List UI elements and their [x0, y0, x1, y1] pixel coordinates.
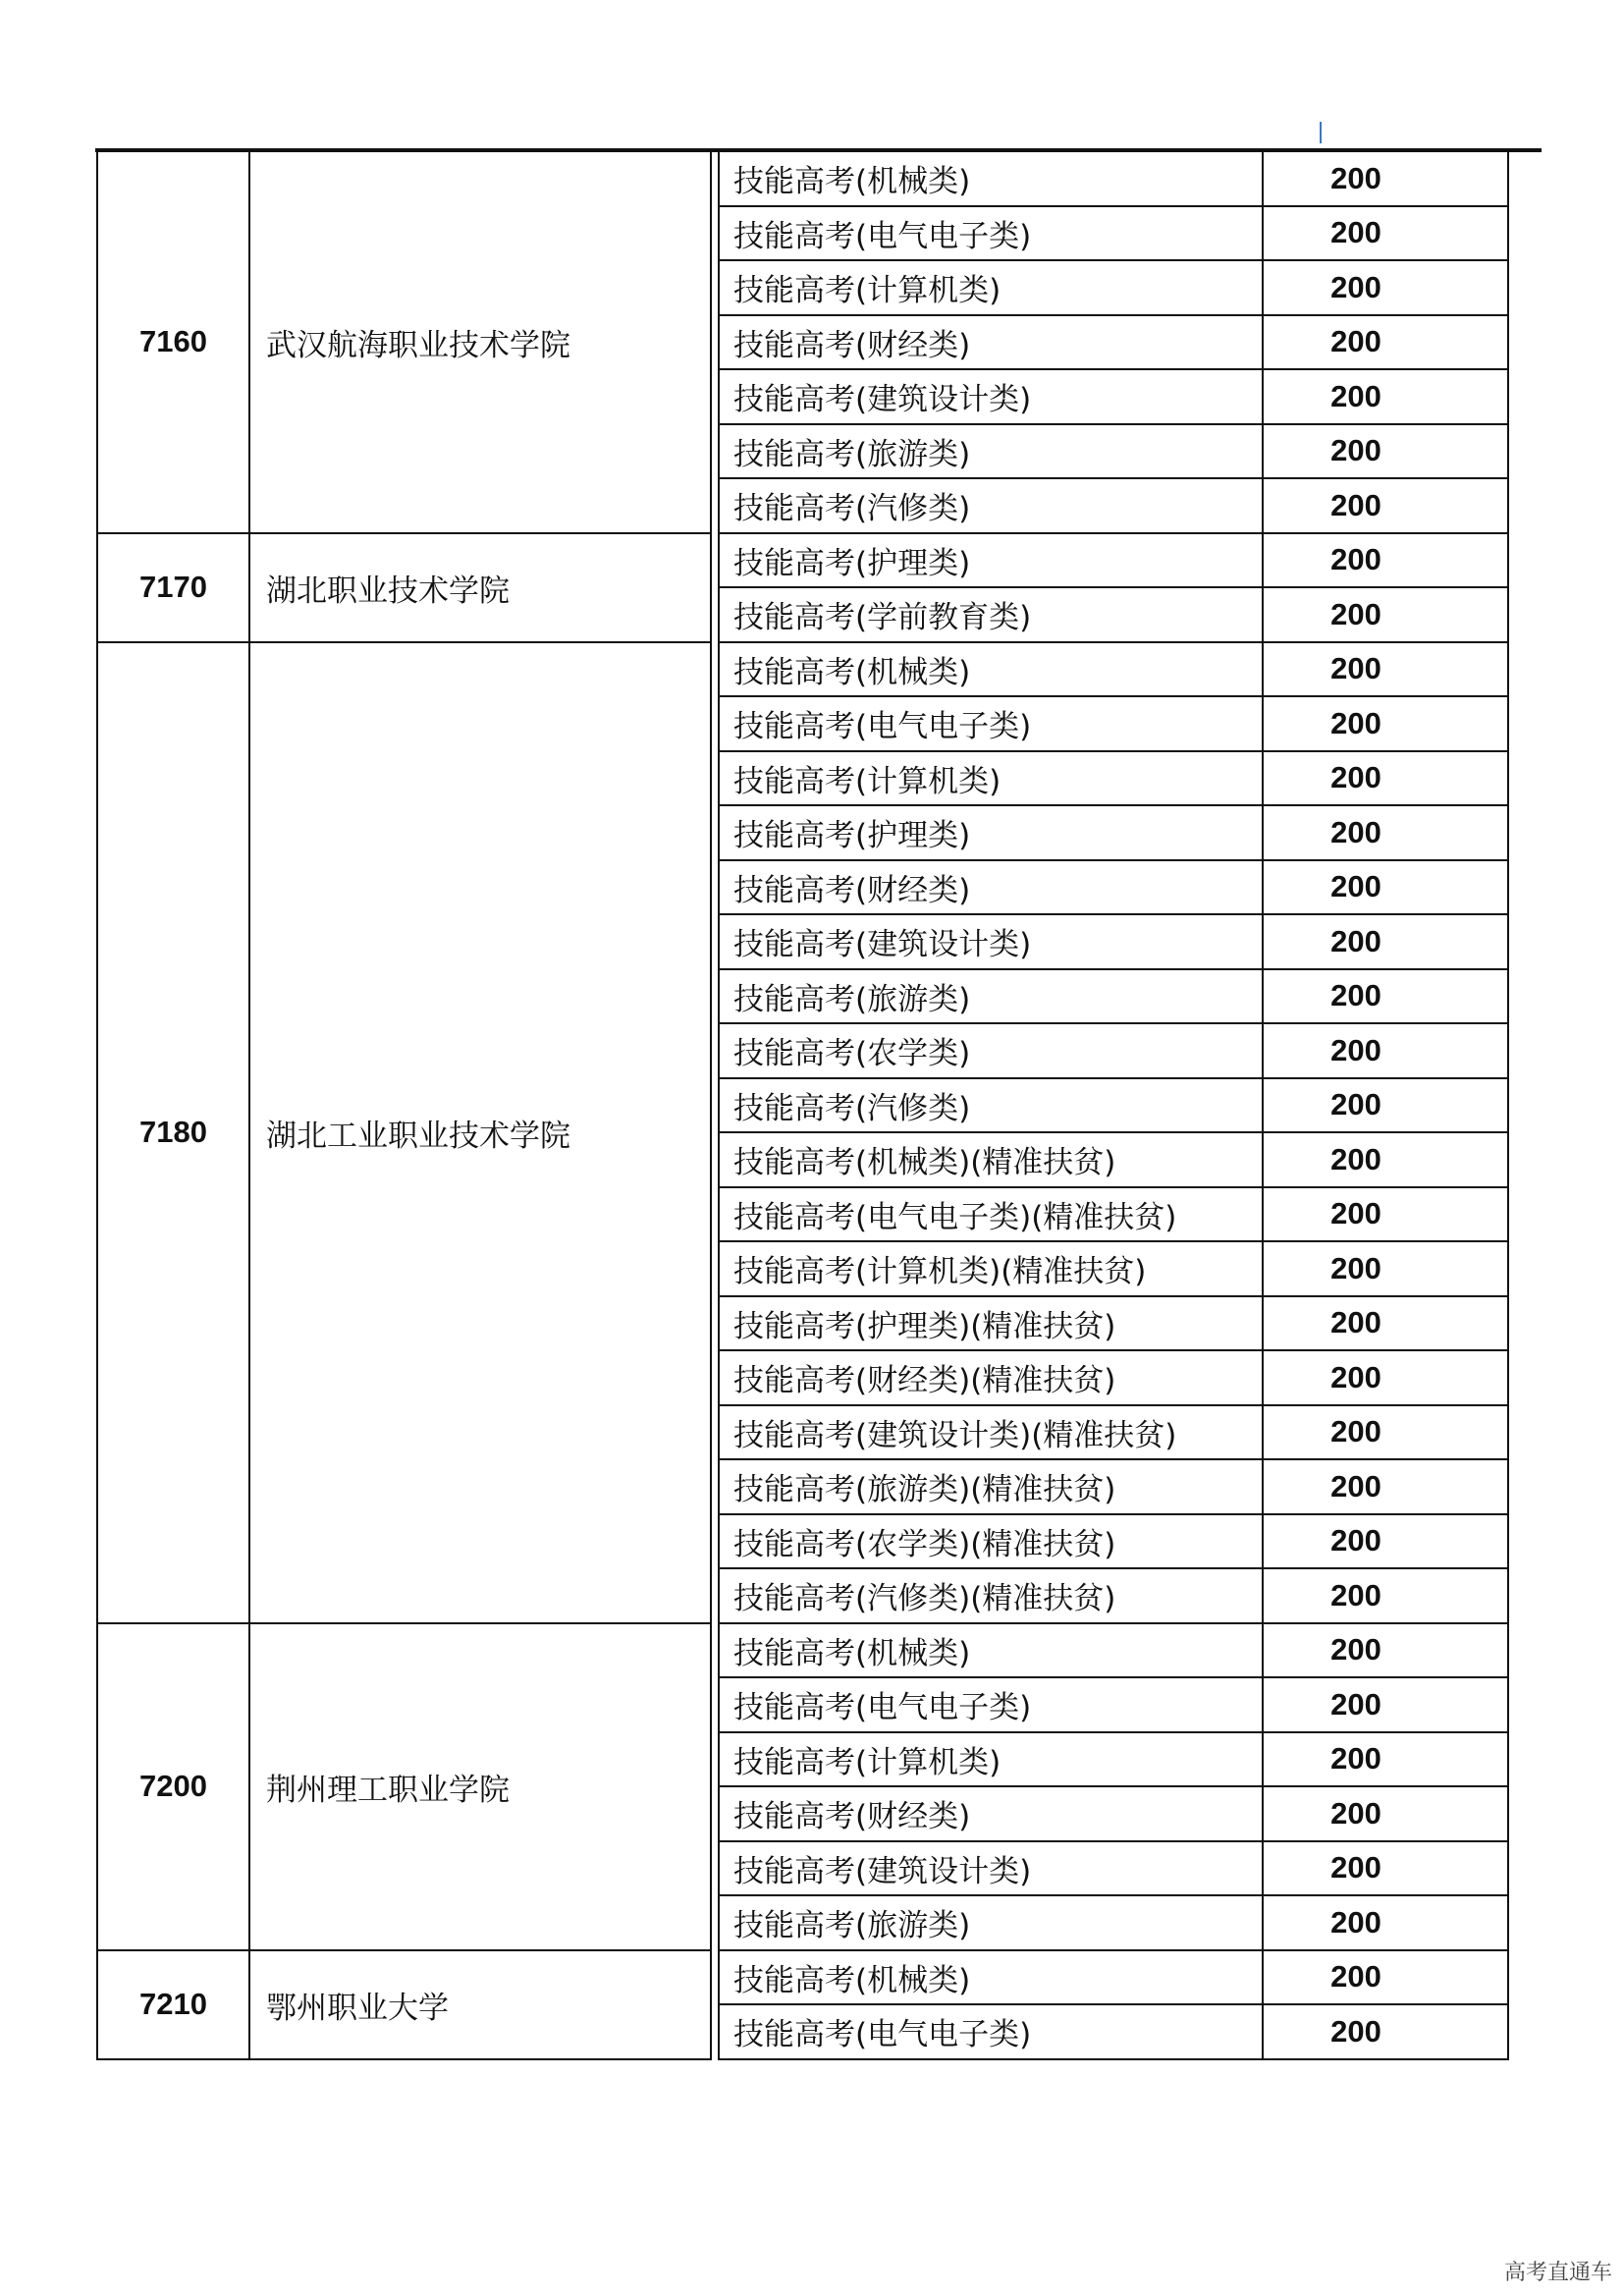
column-gap	[711, 1132, 719, 1187]
major-category: 技能高考(机械类)	[719, 152, 1263, 206]
major-category: 技能高考(建筑设计类)	[719, 1841, 1263, 1896]
column-gap	[711, 1677, 719, 1732]
cutoff-score: 200	[1263, 1841, 1508, 1896]
table-row	[97, 1950, 1508, 2005]
column-gap	[711, 1187, 719, 1242]
major-category: 技能高考(财经类)(精准扶贫)	[719, 1350, 1263, 1405]
cutoff-score: 200	[1263, 2004, 1508, 2059]
column-gap	[711, 152, 719, 206]
column-gap	[711, 696, 719, 751]
cutoff-score: 200	[1263, 1514, 1508, 1569]
table-row	[97, 152, 1508, 206]
cutoff-score: 200	[1263, 642, 1508, 697]
column-gap	[711, 1950, 719, 2005]
cutoff-score: 200	[1263, 369, 1508, 424]
school-name: 湖北工业职业技术学院	[249, 642, 711, 1623]
major-category: 技能高考(护理类)	[719, 805, 1263, 860]
column-gap	[711, 369, 719, 424]
cutoff-score: 200	[1263, 1187, 1508, 1242]
cutoff-score: 200	[1263, 1405, 1508, 1460]
major-category: 技能高考(旅游类)(精准扶贫)	[719, 1459, 1263, 1514]
cutoff-score: 200	[1263, 315, 1508, 370]
cutoff-score: 200	[1263, 1623, 1508, 1678]
column-gap	[711, 1514, 719, 1569]
major-category: 技能高考(建筑设计类)(精准扶贫)	[719, 1405, 1263, 1460]
column-gap	[711, 1895, 719, 1950]
major-category: 技能高考(电气电子类)(精准扶贫)	[719, 1187, 1263, 1242]
major-category: 技能高考(电气电子类)	[719, 206, 1263, 261]
cutoff-score: 200	[1263, 860, 1508, 915]
cutoff-score: 200	[1263, 260, 1508, 315]
cutoff-score: 200	[1263, 1241, 1508, 1296]
major-category: 技能高考(农学类)	[719, 1023, 1263, 1078]
major-category: 技能高考(计算机类)(精准扶贫)	[719, 1241, 1263, 1296]
column-gap	[711, 642, 719, 697]
table-row	[97, 533, 1508, 588]
cutoff-score: 200	[1263, 805, 1508, 860]
school-code: 7180	[97, 642, 249, 1623]
cutoff-score: 200	[1263, 206, 1508, 261]
column-gap	[711, 751, 719, 806]
cutoff-score: 200	[1263, 1459, 1508, 1514]
school-code: 7200	[97, 1623, 249, 1950]
column-gap	[711, 260, 719, 315]
column-gap	[711, 1841, 719, 1896]
cutoff-score: 200	[1263, 1677, 1508, 1732]
cutoff-score: 200	[1263, 1950, 1508, 2005]
cutoff-score: 200	[1263, 914, 1508, 969]
major-category: 技能高考(计算机类)	[719, 260, 1263, 315]
major-category: 技能高考(财经类)	[719, 1786, 1263, 1841]
major-category: 技能高考(电气电子类)	[719, 1677, 1263, 1732]
school-name: 湖北职业技术学院	[249, 533, 711, 642]
column-gap	[711, 2004, 719, 2059]
column-gap	[711, 1568, 719, 1623]
column-gap	[711, 1459, 719, 1514]
major-category: 技能高考(护理类)	[719, 533, 1263, 588]
major-category: 技能高考(机械类)	[719, 642, 1263, 697]
column-gap	[711, 1786, 719, 1841]
column-gap	[711, 914, 719, 969]
major-category: 技能高考(农学类)(精准扶贫)	[719, 1514, 1263, 1569]
major-category: 技能高考(建筑设计类)	[719, 369, 1263, 424]
table-body	[97, 152, 1508, 2059]
major-category: 技能高考(计算机类)	[719, 751, 1263, 806]
column-gap	[711, 206, 719, 261]
column-gap	[711, 478, 719, 533]
major-category: 技能高考(电气电子类)	[719, 696, 1263, 751]
column-gap	[711, 969, 719, 1024]
page-marker	[1320, 122, 1322, 143]
watermark: 高考直通车	[1503, 2261, 1612, 2285]
major-category: 技能高考(机械类)	[719, 1623, 1263, 1678]
cutoff-score: 200	[1263, 751, 1508, 806]
column-gap	[711, 533, 719, 588]
cutoff-score: 200	[1263, 1296, 1508, 1351]
major-category: 技能高考(旅游类)	[719, 1895, 1263, 1950]
cutoff-score: 200	[1263, 152, 1508, 206]
major-category: 技能高考(电气电子类)	[719, 2004, 1263, 2059]
cutoff-score: 200	[1263, 969, 1508, 1024]
major-category: 技能高考(机械类)(精准扶贫)	[719, 1132, 1263, 1187]
major-category: 技能高考(汽修类)	[719, 1078, 1263, 1133]
table-row	[97, 642, 1508, 697]
major-category: 技能高考(旅游类)	[719, 424, 1263, 479]
cutoff-score: 200	[1263, 1078, 1508, 1133]
cutoff-score: 200	[1263, 1350, 1508, 1405]
column-gap	[711, 1405, 719, 1460]
cutoff-score: 200	[1263, 478, 1508, 533]
column-gap	[711, 860, 719, 915]
school-name: 荆州理工职业学院	[249, 1623, 711, 1950]
cutoff-score: 200	[1263, 1786, 1508, 1841]
table-row	[97, 1623, 1508, 1678]
column-gap	[711, 1296, 719, 1351]
column-gap	[711, 1732, 719, 1787]
column-gap	[711, 424, 719, 479]
major-category: 技能高考(机械类)	[719, 1950, 1263, 2005]
major-category: 技能高考(护理类)(精准扶贫)	[719, 1296, 1263, 1351]
major-category: 技能高考(汽修类)	[719, 478, 1263, 533]
school-name: 鄂州职业大学	[249, 1950, 711, 2059]
school-name: 武汉航海职业技术学院	[249, 152, 711, 533]
column-gap	[711, 315, 719, 370]
major-category: 技能高考(财经类)	[719, 315, 1263, 370]
major-category: 技能高考(财经类)	[719, 860, 1263, 915]
major-category: 技能高考(计算机类)	[719, 1732, 1263, 1787]
cutoff-score: 200	[1263, 1023, 1508, 1078]
column-gap	[711, 805, 719, 860]
school-code: 7170	[97, 533, 249, 642]
column-gap	[711, 1350, 719, 1405]
column-gap	[711, 1241, 719, 1296]
cutoff-score: 200	[1263, 1732, 1508, 1787]
cutoff-score: 200	[1263, 1132, 1508, 1187]
cutoff-score: 200	[1263, 1568, 1508, 1623]
cutoff-score: 200	[1263, 533, 1508, 588]
column-gap	[711, 1023, 719, 1078]
cutoff-score: 200	[1263, 696, 1508, 751]
cutoff-score: 200	[1263, 587, 1508, 642]
cutoff-score: 200	[1263, 1895, 1508, 1950]
school-code: 7160	[97, 152, 249, 533]
cutoff-table	[96, 152, 1509, 2060]
cutoff-score: 200	[1263, 424, 1508, 479]
major-category: 技能高考(旅游类)	[719, 969, 1263, 1024]
school-code: 7210	[97, 1950, 249, 2059]
major-category: 技能高考(学前教育类)	[719, 587, 1263, 642]
column-gap	[711, 587, 719, 642]
major-category: 技能高考(建筑设计类)	[719, 914, 1263, 969]
major-category: 技能高考(汽修类)(精准扶贫)	[719, 1568, 1263, 1623]
column-gap	[711, 1623, 719, 1678]
column-gap	[711, 1078, 719, 1133]
